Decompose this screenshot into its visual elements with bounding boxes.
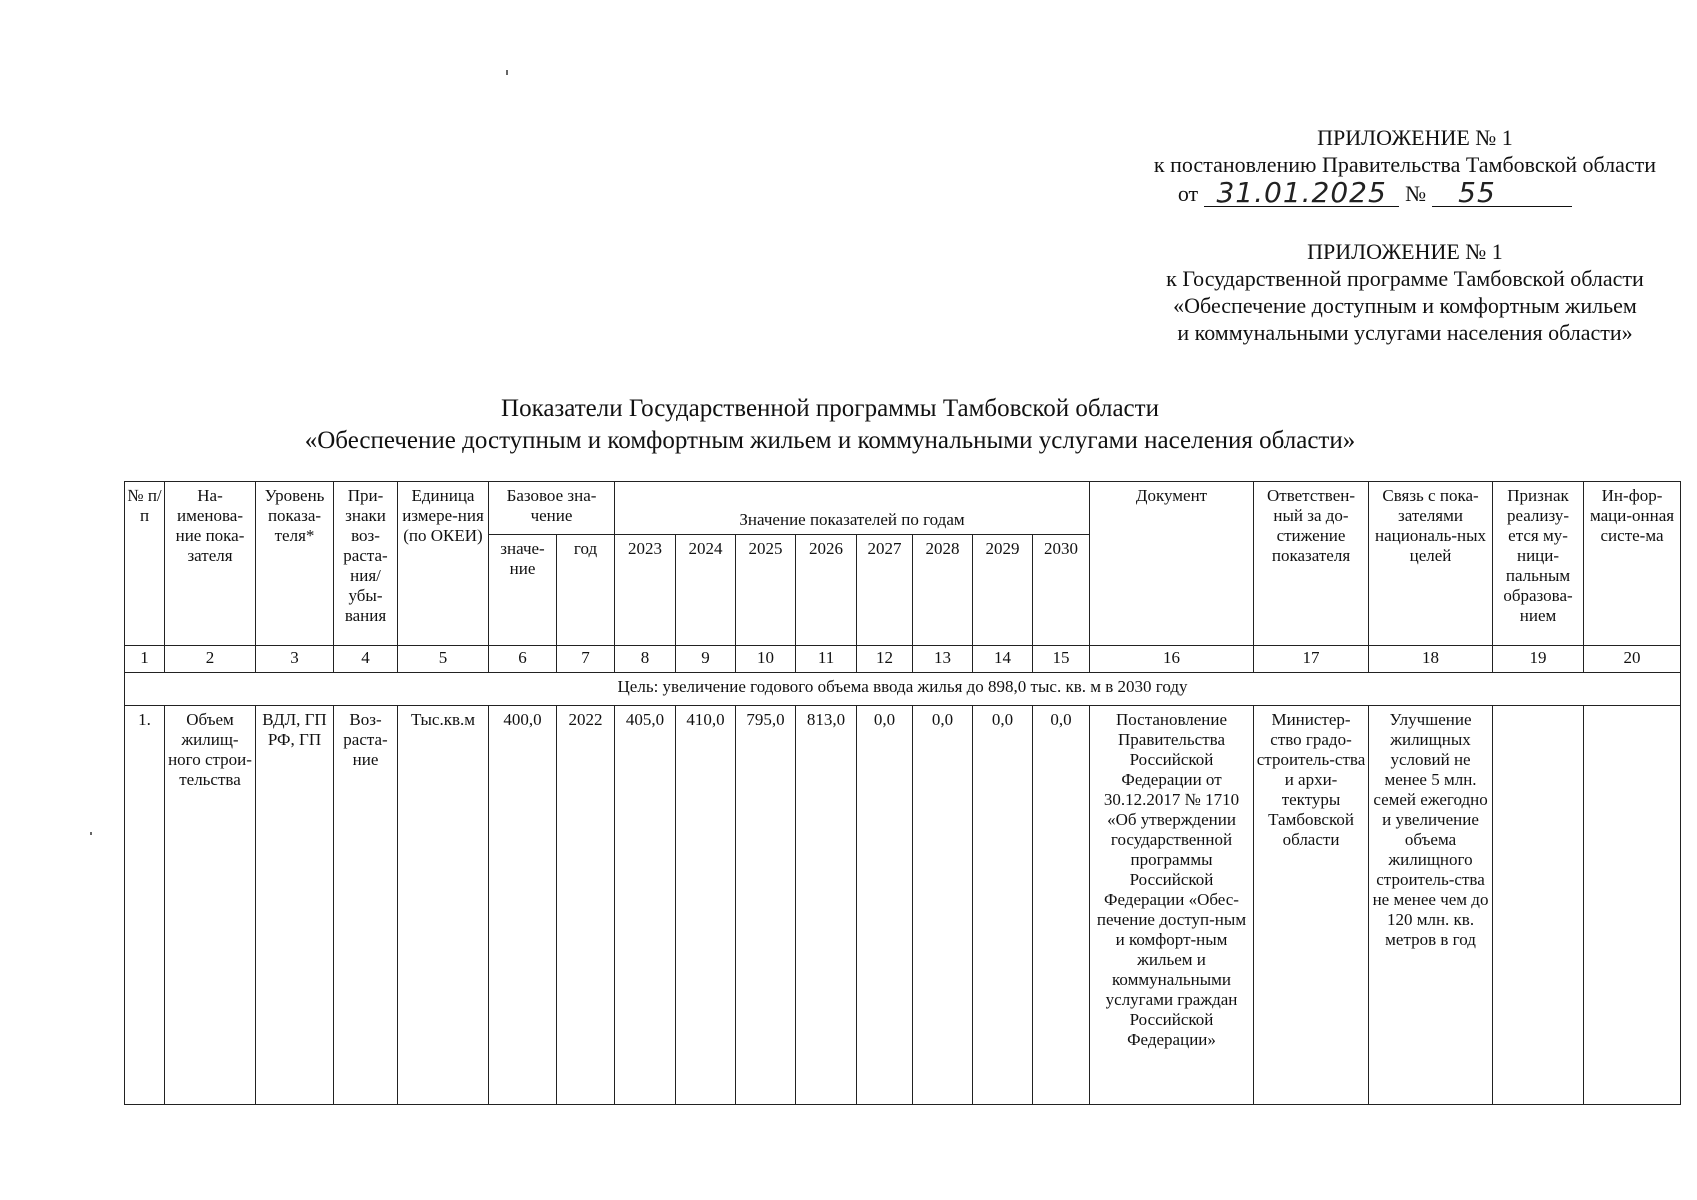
row-level: ВДЛ, ГП РФ, ГП (256, 706, 334, 1105)
column-number: 16 (1090, 646, 1254, 673)
column-number: 19 (1493, 646, 1584, 673)
row-value-2026: 813,0 (796, 706, 857, 1105)
header-base-value: значе-ние (489, 535, 557, 646)
row-value-2023: 405,0 (615, 706, 676, 1105)
column-number: 17 (1254, 646, 1369, 673)
scan-speck (506, 70, 508, 75)
header-info-system: Ин-фор-маци-онная систе-ма (1584, 482, 1681, 646)
column-number: 9 (676, 646, 736, 673)
header-row (125, 482, 1681, 535)
goal-text: Цель: увеличение годового объема ввода жилья до 898,0 тыс. кв. м в 2030 году (125, 673, 1681, 706)
header-year-2024: 2024 (676, 535, 736, 646)
goal-row (125, 673, 1681, 706)
column-number: 10 (736, 646, 796, 673)
column-number: 6 (489, 646, 557, 673)
row-base-year: 2022 (557, 706, 615, 1105)
row-municipal (1493, 706, 1584, 1105)
row-base-value: 400,0 (489, 706, 557, 1105)
header-level: Уровень показа-теля* (256, 482, 334, 646)
header-year-2023: 2023 (615, 535, 676, 646)
header-responsible: Ответствен-ный за до-стижение показателя (1254, 482, 1369, 646)
appendix-program-line3: и коммунальными услугами населения области» (1177, 320, 1633, 345)
appendix-program-block (1115, 238, 1695, 346)
appendix-program-title: ПРИЛОЖЕНИЕ № 1 (1307, 239, 1503, 264)
document-title (120, 393, 1540, 457)
column-number: 4 (334, 646, 398, 673)
row-sign: Воз-раста-ние (334, 706, 398, 1105)
header-year-2027: 2027 (857, 535, 913, 646)
column-number: 8 (615, 646, 676, 673)
header-sign: При-знаки воз-раста-ния/ убы-вания (334, 482, 398, 646)
decree-date-line (1055, 176, 1695, 209)
row-link: Улучшение жилищных условий не менее 5 млн. семей ежегодно и увеличение объема жилищного строитель-ства не менее чем до 120 млн. кв. метров в год (1369, 706, 1493, 1105)
column-number: 14 (973, 646, 1033, 673)
row-unit: Тыс.кв.м (398, 706, 489, 1105)
header-unit: Единица измере-ния (по ОКЕИ) (398, 482, 489, 646)
header-num: № п/п (125, 482, 165, 646)
column-number: 13 (913, 646, 973, 673)
decree-date: 31.01.2025 (1204, 180, 1399, 207)
column-number: 18 (1369, 646, 1493, 673)
row-value-2029: 0,0 (973, 706, 1033, 1105)
column-number: 12 (857, 646, 913, 673)
header-municipal: Признак реализу-ется му-ници-пальным образова-нием (1493, 482, 1584, 646)
row-value-2030: 0,0 (1033, 706, 1090, 1105)
column-number: 20 (1584, 646, 1681, 673)
scan-speck (90, 832, 92, 835)
decree-number: 55 (1432, 180, 1572, 207)
header-name: На-именова-ние пока-зателя (165, 482, 256, 646)
header-year-2025: 2025 (736, 535, 796, 646)
appendix-decree-line: к постановлению Правительства Тамбовской области (1153, 152, 1657, 177)
header-base: Базовое зна-чение (489, 482, 615, 535)
header-year-2028: 2028 (913, 535, 973, 646)
column-number: 15 (1033, 646, 1090, 673)
header-year-2030: 2030 (1033, 535, 1090, 646)
column-number: 2 (165, 646, 256, 673)
date-prefix: от (1177, 181, 1199, 206)
column-number: 3 (256, 646, 334, 673)
appendix-decree-title: ПРИЛОЖЕНИЕ № 1 (1317, 125, 1513, 150)
row-value-2027: 0,0 (857, 706, 913, 1105)
header-document: Документ (1090, 482, 1254, 646)
header-years-group: Значение показателей по годам (615, 482, 1090, 535)
table-row (125, 706, 1681, 1105)
row-info-system (1584, 706, 1681, 1105)
row-value-2025: 795,0 (736, 706, 796, 1105)
header-year-2029: 2029 (973, 535, 1033, 646)
header-base-year: год (557, 535, 615, 646)
column-number: 7 (557, 646, 615, 673)
number-prefix: № (1405, 181, 1427, 206)
column-number: 5 (398, 646, 489, 673)
row-num: 1. (125, 706, 165, 1105)
row-document: Постановление Правительства Российской Федерации от 30.12.2017 № 1710 «Об утверждении государственной программы Российской Федерации «Обес-печение доступ-ным и комфорт-ным жильем и коммунальными услугами граждан Российской Федерации» (1090, 706, 1254, 1105)
column-number: 11 (796, 646, 857, 673)
appendix-decree-block (1115, 124, 1695, 207)
appendix-program-line2: «Обеспечение доступным и комфортным жильем (1173, 293, 1637, 318)
column-number: 1 (125, 646, 165, 673)
row-responsible: Министер-ство градо-строитель-ства и архи-тектуры Тамбовской области (1254, 706, 1369, 1105)
document-title-line1: Показатели Государственной программы Тамбовской области (501, 395, 1159, 422)
row-value-2024: 410,0 (676, 706, 736, 1105)
indicators-table (124, 481, 1681, 1105)
document-title-line2: «Обеспечение доступным и комфортным жильем и коммунальными услугами населения области» (304, 427, 1356, 454)
row-value-2028: 0,0 (913, 706, 973, 1105)
row-name: Объем жилищ-ного строи-тельства (165, 706, 256, 1105)
header-year-2026: 2026 (796, 535, 857, 646)
appendix-program-line1: к Государственной программе Тамбовской области (1166, 266, 1644, 291)
header-link: Связь с пока-зателями националь-ных целей (1369, 482, 1493, 646)
column-number-row (125, 646, 1681, 673)
